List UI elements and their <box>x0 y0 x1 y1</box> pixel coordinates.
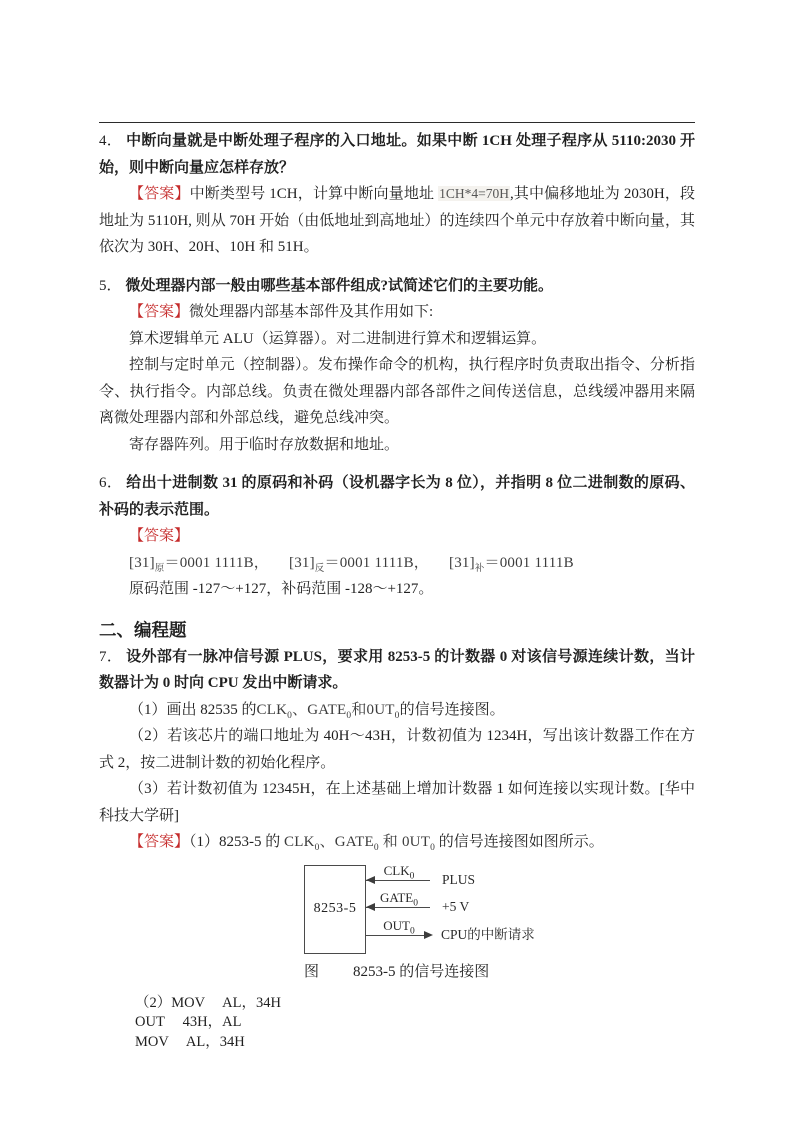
figure-8253-signal-diagram <box>99 860 695 984</box>
formula-subscript-yuan: 原 <box>154 563 165 574</box>
answer-4-text-post: ,其中偏移地址为 2030H，段地址为 5110H, 则从 70H 开始（由低地址到高地址）的连续四个单元中存放着中断向量，其依次为 30H、20H、10H 和 51H。 <box>99 186 695 255</box>
signal-gate-subscript: 0 <box>373 843 379 853</box>
answer-5-paragraph-2: 控制与定时单元（控制器）。发布操作命令的机构，执行程序时负责取出指令、分析指令、执行指令。内部总线。负责在微处理器内部各部件之间传送信息，总线缓冲器用来隔离微处理器内部和外部总线，避免总线冲突。 <box>99 357 695 426</box>
question-6-number: 6． <box>99 475 123 491</box>
question-5-title <box>99 273 695 300</box>
question-4-title-text: 中断向量就是中断处理子程序的入口地址。如果中断 1CH 处理子程序从 5110:2030 开始，则中断向量应怎样存放？ <box>99 133 695 176</box>
subitem-1-signals <box>256 701 400 721</box>
signal-clk: CLK <box>284 834 315 850</box>
chip-box-8253 <box>304 865 366 954</box>
code-line-1 <box>135 994 695 1014</box>
clk0-source-label: PLUS <box>442 871 476 887</box>
answer-5-intro <box>99 299 695 326</box>
answer-label: 【答案】 <box>129 304 190 320</box>
question-4-number: 4． <box>99 133 123 149</box>
code-line-2: OUT 43H，AL <box>135 1014 242 1030</box>
question-6-title-text: 给出十进制数 31 的原码和补码（设机器字长为 8 位），并指明 8 位二进制数的原码、补码的表示范围。 <box>99 475 695 518</box>
signal-out: 和 0UT <box>378 834 431 850</box>
formula-bracket: [31] <box>129 554 155 571</box>
answer-4-text-pre: 中断类型号 1CH，计算中断向量地址 <box>189 186 439 202</box>
answer-5-paragraph-3: 寄存器阵列。用于临时存放数据和地址。 <box>129 436 400 453</box>
answer-6-formula-line <box>99 550 695 577</box>
answer-7-post: 的信号连接图如图所示。 <box>435 834 604 850</box>
question-7-number: 7． <box>99 648 123 665</box>
formula-subscript-fan: 反 <box>314 563 325 574</box>
signal-out: 和0UT <box>351 701 395 718</box>
clk0-pin-label <box>367 862 431 882</box>
code-line-1-text: MOV AL，34H <box>171 994 281 1011</box>
subitem-1-post: 的信号连接图。 <box>399 701 505 718</box>
code-line-3: MOV AL，34H <box>135 1033 245 1050</box>
question-7-subitem-3: （3）若计数初值为 12345H，在上述基础上增加计数器 1 如何连接以实现计数。[华中科技大学研] <box>99 781 695 824</box>
answer-5-intro-text: 微处理器内部基本部件及其作用如下: <box>189 304 434 320</box>
answer-4-inline-formula: 1CH*4=70H <box>439 186 509 201</box>
answer-7-paragraph <box>99 829 695 856</box>
code-line-1-prefix: （2） <box>135 994 172 1011</box>
document-body <box>99 122 695 1052</box>
answer-label: 【答案】 <box>129 186 190 202</box>
subitem-1-pre: （1）画出 82535 的 <box>129 701 257 718</box>
figure-caption-text: 8253-5 的信号连接图 <box>353 963 490 980</box>
formula-value: ＝0001 1111B <box>484 554 574 571</box>
question-7-subitem-1 <box>99 697 695 724</box>
question-7-title <box>99 644 695 697</box>
out0-pin-label <box>367 917 431 937</box>
question-7-title-text: 设外部有一脉冲信号源 PLUS，要求用 8253-5 的计数器 0 对该信号源连续计数，当计数器计为 0 时向 CPU 发出中断请求。 <box>99 648 695 691</box>
answer-7-pre: （1）8253-5 的 <box>189 834 285 850</box>
formula-inverse-code <box>289 554 429 574</box>
signal-gate-subscript: 0 <box>346 710 352 721</box>
pin-subscript: 0 <box>413 898 418 909</box>
answer-7-signals <box>284 834 436 853</box>
signal-clk: CLK <box>256 701 288 718</box>
pin-name: CLK <box>383 862 410 878</box>
answer-label: 【答案】 <box>129 834 190 850</box>
formula-value: ＝0001 1111B， <box>324 554 429 571</box>
question-4-title <box>99 128 695 181</box>
question-5-number: 5． <box>99 277 122 294</box>
pin-name: GATE <box>380 889 414 905</box>
assembly-code-block <box>99 994 695 1053</box>
signal-gate: 、GATE <box>319 834 374 850</box>
answer-6-range-line: 原码范围 -127～+127，补码范围 -128～+127。 <box>129 581 434 597</box>
question-5-title-text: 微处理器内部一般由哪些基本部件组成?试简述它们的主要功能。 <box>125 277 554 294</box>
signal-out-subscript: 0 <box>394 710 400 721</box>
answer-5-paragraph-1: 算术逻辑单元 ALU（运算器）。对二进制进行算术和逻辑运算。 <box>129 330 547 347</box>
signal-clk-subscript: 0 <box>287 710 293 721</box>
chip-label: 8253-5 <box>313 900 357 916</box>
pin-subscript: 0 <box>409 926 415 937</box>
out0-signal-line <box>366 935 424 936</box>
section-2-header: 二、编程题 <box>99 619 187 640</box>
formula-value: ＝0001 1111B， <box>164 554 269 571</box>
formula-bracket: [31] <box>289 554 315 571</box>
formula-original-code <box>129 554 269 574</box>
question-6-title <box>99 470 695 523</box>
gate0-signal-line <box>366 907 430 908</box>
formula-subscript-bu: 补 <box>474 563 485 574</box>
answer-label: 【答案】 <box>129 528 190 544</box>
pin-subscript: 0 <box>409 871 415 882</box>
signal-out-subscript: 0 <box>430 843 436 853</box>
answer-4-paragraph <box>99 181 695 261</box>
signal-gate: 、GATE <box>292 701 347 718</box>
answer-6-label-line <box>99 523 695 550</box>
pin-name: OUT <box>383 917 410 933</box>
page-top-rule <box>99 122 695 123</box>
signal-clk-subscript: 0 <box>314 843 320 853</box>
formula-complement-code <box>449 554 574 574</box>
gate0-pin-label <box>367 889 431 909</box>
figure-caption <box>304 959 489 986</box>
figure-caption-prefix: 图 <box>304 963 320 980</box>
out0-destination-label: CPU的中断请求 <box>441 926 535 942</box>
gate0-source-label: +5 V <box>442 898 470 914</box>
question-7-subitem-2: （2）若该芯片的端口地址为 40H～43H，计数初值为 1234H，写出该计数器工作在方式 2，按二进制计数的初始化程序。 <box>99 728 695 771</box>
clk0-signal-line <box>366 880 430 881</box>
formula-bracket: [31] <box>449 554 475 571</box>
